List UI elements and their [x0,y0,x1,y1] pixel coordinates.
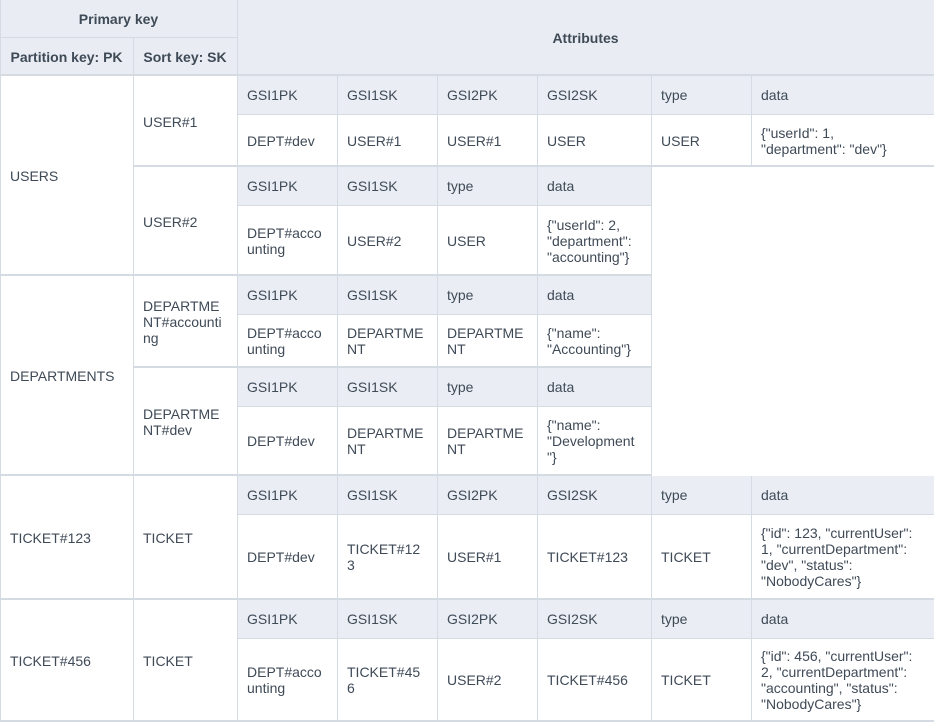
grid-line [337,368,338,476]
grid-line [337,167,338,276]
attribute-value: DEPT#acco unting [247,664,322,696]
attribute-name-gsi2pk: GSI2PK [437,600,537,638]
attribute-name-data: data [537,368,651,406]
grid-line [437,368,438,476]
attribute-value: {"name": "Development "} [547,417,635,465]
attribute-value: USER#2 [447,672,502,688]
grid-line [0,37,237,38]
attribute-value: {"userId": 1, "department": "dev"} [761,124,887,157]
attribute-name-data: data [537,167,651,205]
attribute-name-gsi2pk: GSI2PK [437,476,537,514]
sort-key-cell: TICKET [143,530,193,546]
primary-key-header: Primary key [0,0,237,38]
attribute-name-gsi1sk: GSI1SK [337,368,437,406]
grid-line [651,76,652,167]
grid-line [537,276,538,368]
attribute-name-data: data [751,76,934,114]
attribute-value: DEPT#dev [247,433,315,449]
attribute-value: {"id": 456, "currentUser": 2, "currentDepartment": "accounting", "status": "NobodyCares"} [761,648,913,712]
grid-line [537,600,538,722]
attribute-value: {"id": 123, "currentUser": 1, "currentDepartment": "dev", "status": "NobodyCares"} [761,525,913,589]
attribute-name-gsi2sk: GSI2SK [537,600,651,638]
attribute-name-type: type [437,276,537,314]
attribute-value: USER#2 [347,232,402,249]
attribute-name-gsi1pk: GSI1PK [237,167,337,205]
grid-line [437,600,438,722]
attributes-header: Attributes [237,0,934,76]
attribute-value: DEPARTME NT [347,425,424,457]
attribute-name-type: type [651,600,751,638]
attribute-name-gsi2sk: GSI2SK [537,476,651,514]
grid-line [237,638,934,639]
attribute-value: TICKET#123 [547,549,628,565]
grid-line [337,476,338,600]
attribute-value: DEPARTME NT [447,425,524,457]
attribute-name-gsi1sk: GSI1SK [337,476,437,514]
grid-line [651,476,652,600]
attribute-name-gsi1sk: GSI1SK [337,76,437,114]
attribute-value: {"name": "Accounting"} [547,325,631,357]
attribute-name-gsi2pk: GSI2PK [437,76,537,114]
grid-line [751,76,752,167]
grid-line [651,167,652,276]
attribute-name-data: data [751,476,934,514]
grid-line [651,276,652,368]
attribute-name-gsi1pk: GSI1PK [237,76,337,114]
attribute-name-type: type [651,476,751,514]
grid-line [337,76,338,167]
sort-key-cell: TICKET [143,653,193,669]
attribute-value: TICKET#456 [547,672,628,688]
grid-line [337,276,338,368]
attribute-value: TICKET#456 [347,664,421,696]
attribute-value: TICKET [661,672,711,688]
sort-key-cell: DEPARTME NT#accounti ng [143,298,222,346]
attribute-name-type: type [437,167,537,205]
attribute-value: USER#1 [447,132,502,149]
partition-key-cell: TICKET#123 [10,530,91,546]
grid-line [437,167,438,276]
sort-key-cell: USER#2 [143,213,198,230]
attribute-name-data: data [537,276,651,314]
attribute-value: DEPT#dev [247,549,315,565]
grid-line [437,276,438,368]
attribute-value: {"userId": 2, "department": "accounting"} [547,216,632,265]
grid-line [237,314,651,315]
attribute-name-gsi1sk: GSI1SK [337,167,437,205]
attribute-name-data: data [751,600,934,638]
partition-key-cell: USERS [10,168,59,184]
attribute-value: DEPARTME NT [447,325,524,357]
attribute-name-type: type [651,76,751,114]
grid-line [751,600,752,722]
partition-key-cell: TICKET#456 [10,653,91,669]
grid-line [537,76,538,167]
attribute-value: USER#1 [447,549,502,565]
attribute-name-gsi1sk: GSI1SK [337,600,437,638]
sort-key-cell: USER#1 [143,113,198,130]
grid-line [751,476,752,600]
attribute-value: DEPT#dev [247,132,315,149]
grid-line [437,76,438,167]
attribute-value: USER#1 [347,132,402,149]
grid-line [537,476,538,600]
attribute-value: TICKET#123 [347,541,421,573]
attribute-name-gsi1pk: GSI1PK [237,368,337,406]
attribute-name-type: type [437,368,537,406]
attribute-value: USER [661,132,700,149]
grid-line [537,167,538,276]
grid-line [537,368,538,476]
grid-line [237,0,238,722]
grid-line [237,514,934,515]
attribute-value: DEPT#acco unting [247,224,322,257]
grid-line [237,205,651,206]
grid-line [133,76,134,722]
attribute-name-gsi1pk: GSI1PK [237,600,337,638]
attribute-name-gsi1sk: GSI1SK [337,276,437,314]
partition-key-header: Partition key: PK [0,38,133,76]
grid-line [133,38,134,76]
grid-line [0,74,934,76]
grid-line [651,600,652,722]
grid-line [237,114,934,115]
attribute-name-gsi1pk: GSI1PK [237,276,337,314]
attribute-value: USER [547,132,586,149]
sort-key-cell: DEPARTME NT#dev [143,406,220,438]
grid-line [651,368,652,476]
partition-key-cell: DEPARTMENTS [10,368,115,384]
grid-line [0,0,1,722]
grid-line [237,406,651,407]
attribute-name-gsi2sk: GSI2SK [537,76,651,114]
sort-key-header: Sort key: SK [133,38,237,76]
attribute-value: DEPARTME NT [347,325,424,357]
grid-line [337,600,338,722]
attribute-value: TICKET [661,549,711,565]
grid-line [437,476,438,600]
attribute-value: DEPT#acco unting [247,325,322,357]
attribute-name-gsi1pk: GSI1PK [237,476,337,514]
attribute-value: USER [447,232,486,249]
